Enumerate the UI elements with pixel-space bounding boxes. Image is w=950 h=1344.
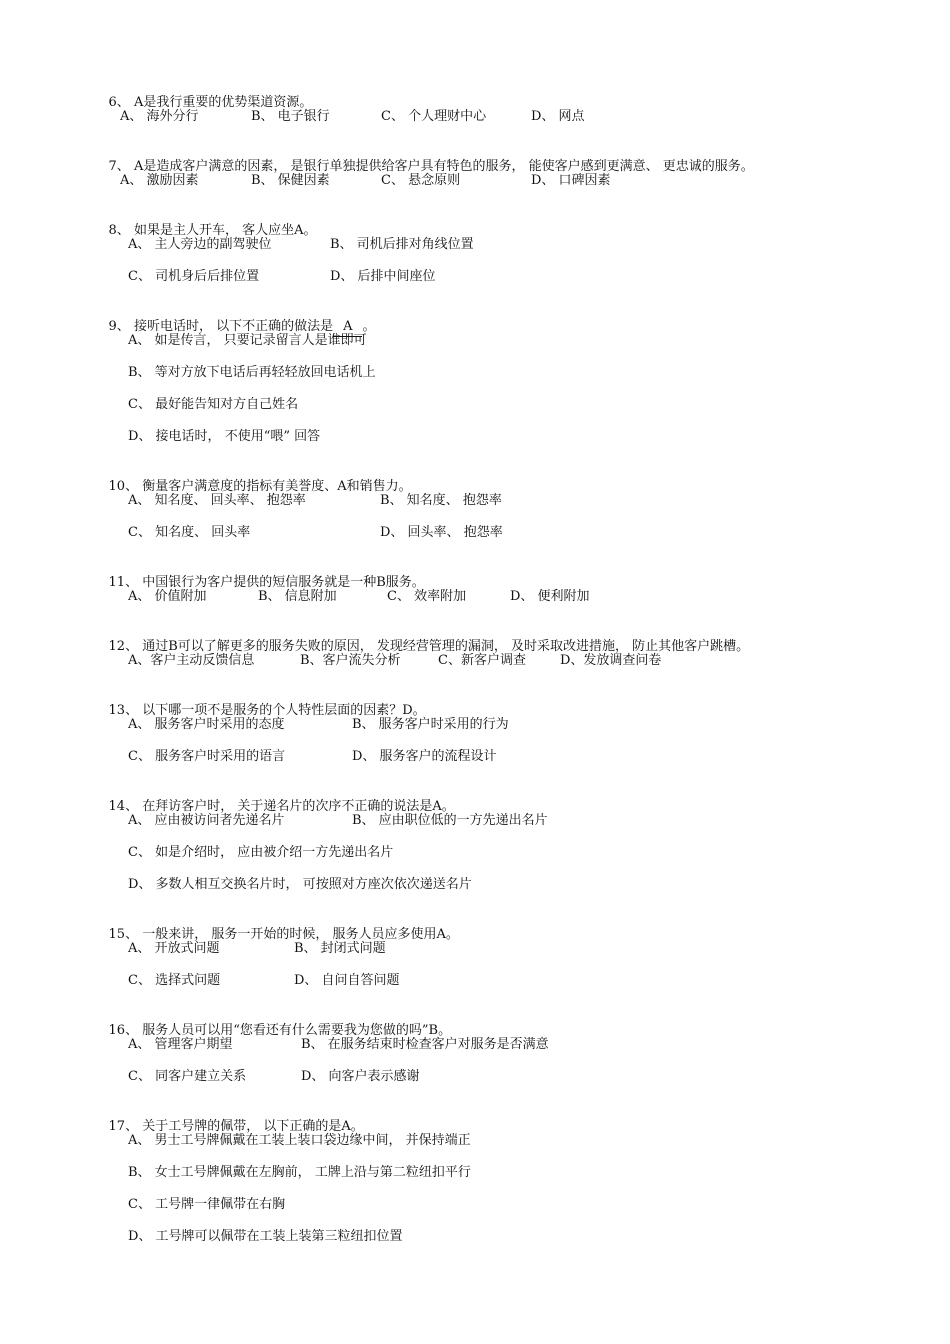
question-text: 接听电话时， 以下不正确的做法是 — [133, 319, 334, 334]
option: C、 知名度、 回头率 — [128, 525, 251, 540]
option: B、 等对方放下电话后再轻轻放回电话机上 — [128, 365, 376, 380]
question-number: 17、 — [108, 1119, 139, 1134]
question-number: 14、 — [108, 799, 139, 814]
option: B、 女士工号牌佩戴在左胸前， 工牌上沿与第二粒纽扣平行 — [128, 1165, 471, 1180]
option: B、 保健因素 — [251, 173, 330, 188]
question-number: 6、 — [108, 95, 130, 110]
option: D、 服务客户的流程设计 — [352, 749, 497, 764]
question-number: 12、 — [108, 639, 139, 654]
question-text: 服务人员可以用“您看还有什么需要我为您做的吗”B。 — [142, 1023, 452, 1038]
option: D、 便利附加 — [510, 589, 590, 604]
option: C、 如是介绍时， 应由被介绍一方先递出名片 — [128, 845, 394, 860]
option: A、客户主动反馈信息 — [128, 653, 255, 668]
question-text: 衡量客户满意度的指标有美誉度、A和销售力。 — [142, 479, 412, 494]
option: D、 多数人相互交换名片时， 可按照对方座次依次递送名片 — [128, 877, 472, 892]
question-number: 15、 — [108, 927, 139, 942]
question-text: 如果是主人开车， 客人应坐A。 — [133, 223, 317, 238]
option: A、 主人旁边的副驾驶位 — [128, 237, 272, 252]
option: B、 应由职位低的一方先递出名片 — [352, 813, 548, 828]
option: C、 工号牌一律佩带在右胸 — [128, 1197, 286, 1212]
option: C、 同客户建立关系 — [128, 1069, 247, 1084]
option: B、 封闭式问题 — [294, 941, 386, 956]
question-text: 在拜访客户时， 关于递名片的次序不正确的说法是A。 — [142, 799, 455, 814]
option: A、 如是传言， 只要记录留言人是谁即可 — [128, 333, 367, 348]
option: A、 服务客户时采用的态度 — [128, 717, 285, 732]
question-number: 9、 — [108, 319, 130, 334]
option: C、 悬念原则 — [381, 173, 461, 188]
question-text: 一般来讲， 服务一开始的时候， 服务人员应多使用A。 — [142, 927, 459, 942]
option: D、 向客户表示感谢 — [301, 1069, 420, 1084]
option: A、 价值附加 — [128, 589, 207, 604]
option: B、 司机后排对角线位置 — [330, 237, 474, 252]
option: D、 网点 — [531, 109, 585, 124]
question-number: 16、 — [108, 1023, 139, 1038]
option: B、 知名度、 抱怨率 — [380, 493, 502, 508]
option: D、 自问自答问题 — [294, 973, 400, 988]
option: D、 接电话时， 不使用“喂” 回答 — [128, 429, 321, 444]
option: C、 选择式问题 — [128, 973, 221, 988]
question-text: 关于工号牌的佩带， 以下正确的是A。 — [142, 1119, 364, 1134]
option: D、 后排中间座位 — [330, 269, 436, 284]
question-number: 7、 — [108, 159, 130, 174]
question-text: 通过B可以了解更多的服务失败的原因， 发现经营管理的漏洞， 及时采取改进措施， 防止其他客户跳槽。 — [142, 639, 750, 654]
option: C、新客户调查 — [438, 653, 526, 668]
option: A、 知名度、 回头率、 抱怨率 — [128, 493, 306, 508]
option: B、 信息附加 — [258, 589, 337, 604]
question-text: 以下哪一项不是服务的个人特性层面的因素？D。 — [142, 703, 426, 718]
question-number: 8、 — [108, 223, 130, 238]
option: C、 个人理财中心 — [381, 109, 487, 124]
question-text: 中国银行为客户提供的短信服务就是一种B服务。 — [142, 575, 425, 590]
question-number: 10、 — [108, 479, 139, 494]
question-number: 13、 — [108, 703, 139, 718]
option: D、发放调查问卷 — [560, 653, 662, 668]
option: C、 司机身后后排位置 — [128, 269, 260, 284]
option: A、 开放式问题 — [128, 941, 220, 956]
question-number: 11、 — [108, 575, 139, 590]
option: A、 管理客户期望 — [128, 1037, 233, 1052]
option: C、 效率附加 — [387, 589, 467, 604]
question-text-end: 。 — [362, 319, 376, 334]
question-text: A是造成客户满意的因素， 是银行单独提供给客户具有特色的服务， 能使客户感到更满意、 更忠诚的服务。 — [133, 159, 754, 174]
option: C、 服务客户时采用的语言 — [128, 749, 286, 764]
option: B、 电子银行 — [251, 109, 330, 124]
option: A、 应由被访问者先递名片 — [128, 813, 285, 828]
option: D、 回头率、 抱怨率 — [380, 525, 503, 540]
option: B、 服务客户时采用的行为 — [352, 717, 509, 732]
option: B、客户流失分析 — [300, 653, 401, 668]
answer-blank: A — [333, 318, 362, 337]
option: A、 激励因素 — [120, 173, 199, 188]
option: D、 口碑因素 — [531, 173, 611, 188]
option: D、 工号牌可以佩带在工装上装第三粒纽扣位置 — [128, 1229, 403, 1244]
option: B、 在服务结束时检查客户对服务是否满意 — [301, 1037, 549, 1052]
option: C、 最好能告知对方自己姓名 — [128, 397, 299, 412]
option: A、 男士工号牌佩戴在工装上装口袋边缘中间， 并保持端正 — [128, 1133, 471, 1148]
option: A、 海外分行 — [120, 109, 199, 124]
question-text: A是我行重要的优势渠道资源。 — [133, 95, 313, 110]
